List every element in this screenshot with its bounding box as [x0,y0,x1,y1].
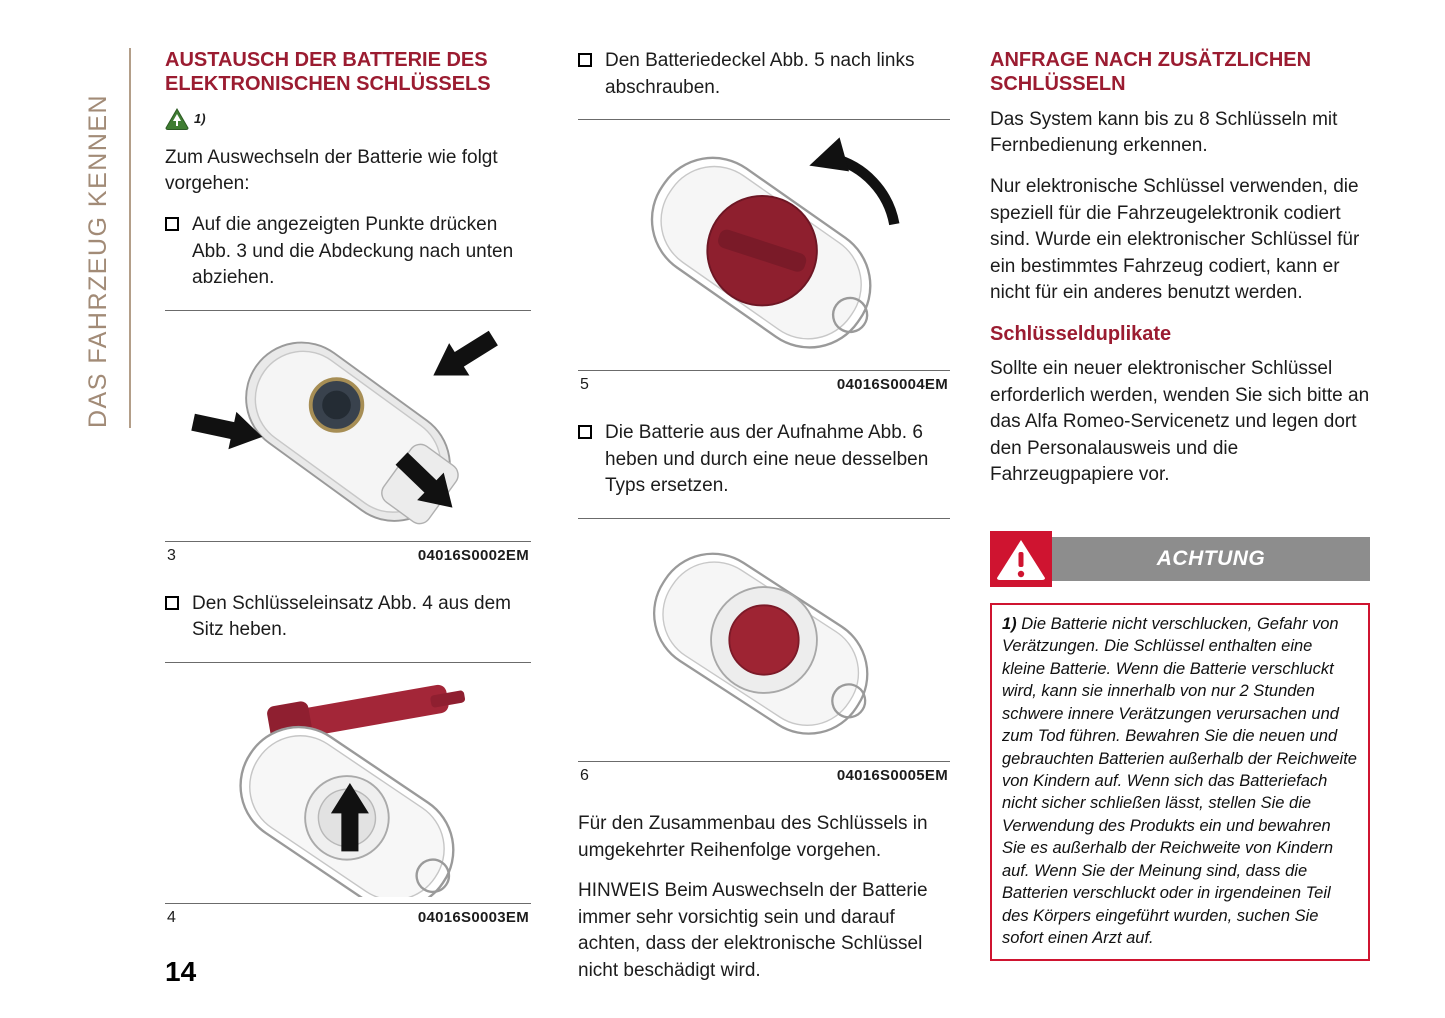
battery-seat-illustration [580,525,948,755]
arrow-icon [423,322,503,392]
figure-number: 5 [580,376,589,394]
list-item [165,591,531,644]
paragraph: Das System kann bis zu 8 Schlüsseln mit Fernbedienung erkennen. [990,108,1338,157]
figure-code: 04016S0004EM [836,376,948,394]
square-bullet-icon [578,425,592,439]
environment-note-icon [165,108,189,130]
warning-banner-label: ACHTUNG [1156,546,1266,570]
list-item-text: Den Batteriedeckel Abb. 5 nach links abschrauben. [605,50,915,98]
figure-3-art [165,311,531,541]
figure-caption [165,542,531,565]
paragraph: Für den Zusammenbau des Schlüssels in umgekehrter Reihenfolge vorgehen. [578,812,928,861]
figure-3 [165,310,531,565]
column-1 [165,48,531,953]
figure-6 [578,518,950,785]
warning-reference: 1) [1002,614,1017,633]
key-fob-closed-illustration [168,317,528,535]
list-item-text: Auf die angezeigten Punkte drücken Abb. 3 und die Abdeckung nach unten abziehen. [192,213,514,289]
warning-box [990,603,1370,962]
battery-shape [729,605,798,674]
chapter-side-rule [129,48,131,428]
section-heading: ANFRAGE NACH ZUSÄTZLICHEN SCHLÜSSELN [990,49,1312,96]
warning-text: Die Batterie nicht verschlucken, Gefahr von Verätzungen. Die Schlüssel enthalten eine kleine Batterie. Wenn die Batterie verschluckt wird, kann sie innerhalb von nur 2 Stunden schwere innere Verätzungen verursachen und zum Tod führen. Bewahren Sie die neuen und gebrauchten Batterien außerhalb der Reichweite von Kindern auf. Wenn sich das Batteriefach nicht sicher schließen lässt, stellen Sie die Verwendung des Produkts ein und bewahren Sie es außerhalb der Reichweite von Kindern auf. Wenn Sie der Meinung sind, dass die Batterien verschluckt oder in irgendeinen Teil des Körpers eingeführt wurden, suchen Sie sofort einen Arzt auf. [1002,614,1357,948]
figure-caption [165,904,531,927]
intro-paragraph: Zum Auswechseln der Batterie wie folgt vorgehen: [165,146,498,195]
battery-cover-illustration [580,126,948,364]
figure-5-art [578,120,950,370]
square-bullet-icon [578,53,592,67]
rotation-arrow-icon [809,138,849,172]
warning-banner-bar [1052,537,1370,581]
list-item-text: Den Schlüsseleinsatz Abb. 4 aus dem Sitz heben. [192,592,511,641]
figure-caption [578,762,950,785]
figure-5 [578,119,950,394]
paragraph: HINWEIS Beim Auswechseln der Batterie immer sehr vorsichtig sein und darauf achten, dass der elektronische Schlüssel nicht beschädigt wird. [578,880,928,981]
list-item [578,48,950,101]
figure-code: 04016S0003EM [417,908,529,926]
paragraph: Nur elektronische Schlüssel verwenden, die speziell für die Fahrzeugelektronik codiert sind. Wurde ein elektronischer Schlüssel für ein bestimmtes Fahrzeug codiert, kann er nicht für ein anderes benutzt werden. [990,175,1360,304]
note-reference: 1) [194,111,206,127]
figure-number: 4 [167,908,176,926]
column-3 [990,48,1370,961]
figure-code: 04016S0002EM [417,546,529,564]
figure-code: 04016S0005EM [836,766,948,784]
warning-banner [990,531,1370,587]
subsection-heading: Schlüsselduplikate [990,322,1172,345]
square-bullet-icon [165,596,179,610]
warning-triangle-icon [990,531,1052,587]
list-item-text: Die Batterie aus der Aufnahme Abb. 6 heben und durch eine neue desselben Typs ersetzen. [605,422,929,497]
figure-6-art [578,519,950,761]
paragraph: Sollte ein neuer elektronischer Schlüssel erforderlich werden, wenden Sie sich bitte an das Alfa Romeo-Servicenetz und legen dort den Personalausweis und die Fahrzeugpapiere vor. [990,357,1370,486]
note-reference-row [165,107,531,131]
figure-number: 6 [580,766,589,784]
figure-caption [578,371,950,394]
list-item [578,420,950,500]
chapter-side-label: DAS FAHRZEUG KENNEN [84,93,112,428]
figure-4 [165,662,531,927]
figure-number: 3 [167,546,176,564]
section-heading: AUSTAUSCH DER BATTERIE DES ELEKTRONISCHEN SCHLÜSSELS [165,49,491,96]
square-bullet-icon [165,217,179,231]
page-number: 14 [165,956,197,987]
figure-4-art [165,663,531,903]
column-2 [578,48,950,999]
key-fob-insert-illustration [168,669,528,897]
list-item [165,212,531,292]
